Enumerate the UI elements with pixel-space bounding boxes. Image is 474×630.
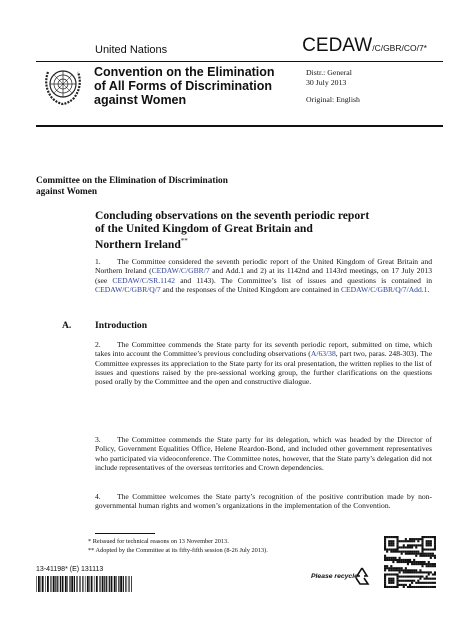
paragraph-text: The Committee commends the State party for its seventh periodic report, submitted on time, which takes into account the Committee’s previous concluding observations ( [95,340,432,359]
header-bottom-rule [36,125,443,127]
paragraph-text: The Committee commends the State party for its delegation, which was headed by the Director of Policy, Government Equalities Office, Helene Reardon-Bond, and included other government representatives who participated via videoconference. The Committee notes, however, that the State party’s delegation did not include representatives of the overseas territories and Crown dependencies. [95,435,432,472]
report-title-line: of the United Kingdom of Great Britain and [95,222,313,235]
qr-code [384,536,436,588]
paragraph-4 [95,492,432,511]
footnote: ** Adopted by the Committee at its fifty-fifth session (8-26 July 2013). [88,546,268,554]
recycle-icon [352,566,372,586]
convention-title [94,65,275,107]
paragraph-number: 1. [95,257,101,266]
footnote-separator [95,533,155,534]
distribution-info [306,68,360,105]
organization-name: United Nations [95,44,168,56]
report-title-line: Northern Ireland [95,237,181,251]
paragraph-text: The Committee considered the seventh periodic report of the United Kingdom of Great Britain and Northern Ireland ( [95,257,432,276]
please-recycle-label: Please recycle [311,573,358,580]
convention-title-line: of All Forms of Discrimination [94,79,273,93]
document-link[interactable]: CEDAW/C/GBR/7 [151,266,210,276]
committee-name [36,176,228,198]
report-title [95,209,435,251]
symbol-main: CEDAW [302,35,373,56]
document-link[interactable]: CEDAW/C/GBR/Q/7 [95,284,161,294]
paragraph-2 [95,340,432,386]
footnote-marker: ** [180,237,188,245]
committee-name-line: against Women [36,187,98,197]
paragraph-text: The Committee welcomes the State party’s recognition of the positive contribution made by non-governmental human rights and women’s organizations in the implementation of the Convention. [95,492,432,511]
document-link[interactable]: CEDAW/C/GBR/Q/7/Add.1 [340,284,428,294]
section-heading [62,320,147,331]
paragraph-3 [95,435,432,472]
section-letter: A. [62,320,72,331]
symbol-sub: /C/GBR/CO/7* [372,43,427,53]
footnote: * Reissued for technical reasons on 13 November 2013. [88,538,229,545]
document-link[interactable]: A/63/38 [310,349,336,359]
distribution-label: Distr.: General [306,68,352,77]
original-language: Original: English [306,95,360,104]
paragraph-1 [95,257,432,294]
paragraph-number: 2. [95,340,101,349]
document-link[interactable]: CEDAW/C/SR.1142 [112,275,176,285]
job-number: 13-41198* (E) 131113 [36,566,104,573]
committee-name-line: Committee on the Elimination of Discrimination [36,176,228,186]
convention-title-line: against Women [94,93,187,107]
issue-date: 30 July 2013 [306,78,347,87]
header-rule [36,61,443,62]
paragraph-text: , part two, paras. 248-303). The Committee expresses its appreciation to the State party for its oral presentation, the written replies to the list of issues and questions raised by the pre-sessional working group, the further clarifications on the questions posed orally by the Committee and the open and constructive dialogue. [95,349,433,387]
document-symbol [302,35,427,57]
paragraph-text: . [427,284,430,294]
paragraph-number: 4. [95,492,101,501]
paragraph-text: and the responses of the United Kingdom are contained in [160,284,341,294]
paragraph-text: and 1143). The Committee’s list of issues and questions is contained in [175,275,433,285]
footnotes [88,538,268,555]
paragraph-text: and Add.1 and 2) at its 1142nd and 1143rd meetings, on 17 July 2013 (see [95,266,432,285]
paragraph-number: 3. [95,435,101,444]
un-emblem-icon [40,62,86,108]
convention-title-line: Convention on the Elimination [94,65,275,79]
section-title: Introduction [95,320,148,331]
report-title-line: Concluding observations on the seventh periodic report [95,209,370,222]
barcode [36,576,132,592]
